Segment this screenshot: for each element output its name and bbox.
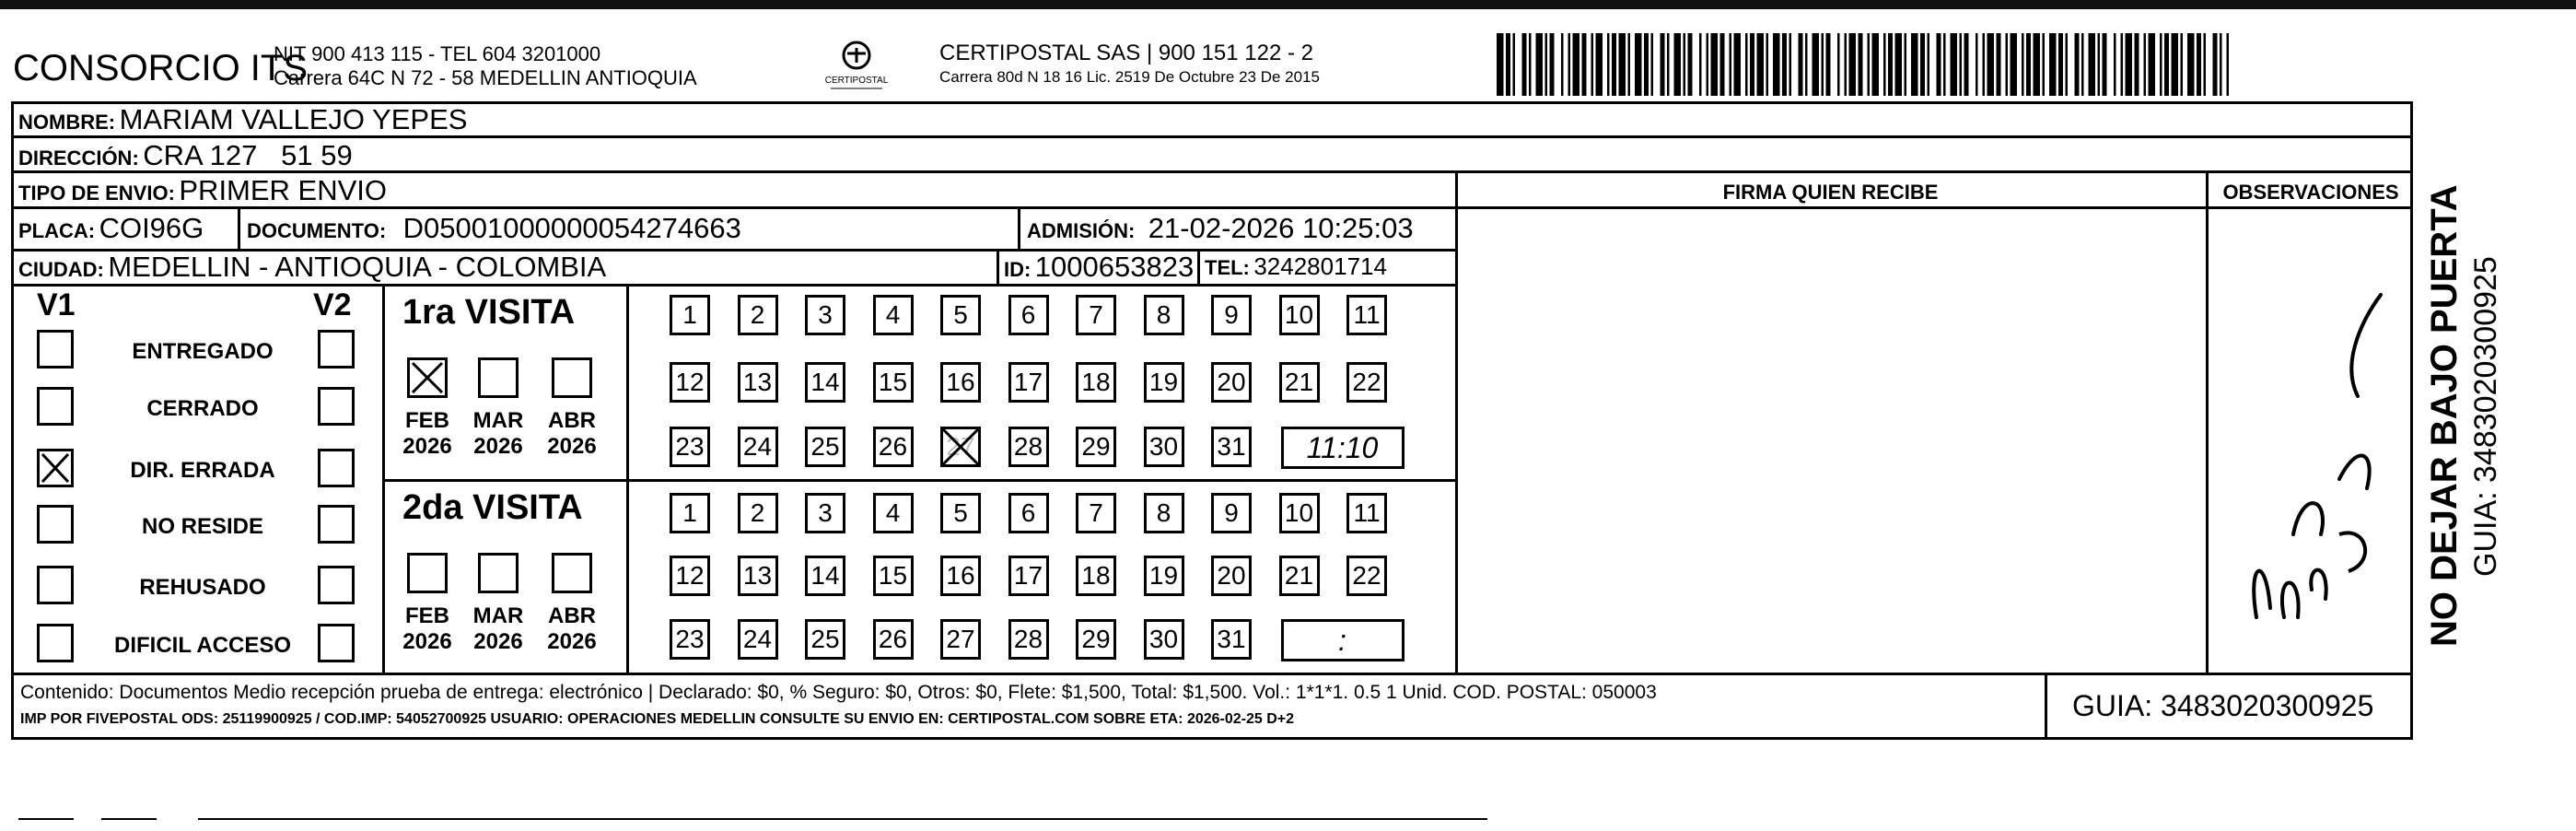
day-box[interactable]: 24 bbox=[738, 427, 778, 467]
day-box[interactable]: 19 bbox=[1144, 362, 1184, 403]
footer-guia: GUIA: 3483020300925 bbox=[2072, 689, 2374, 722]
tipo-row bbox=[18, 174, 387, 207]
day-box[interactable]: 17 bbox=[1008, 362, 1049, 403]
month-label bbox=[395, 603, 460, 655]
v1-checkbox[interactable] bbox=[37, 387, 74, 426]
documento-row bbox=[247, 212, 741, 245]
time-field[interactable]: 11:10 bbox=[1281, 427, 1405, 469]
day-box[interactable]: 28 bbox=[1008, 427, 1049, 467]
day-box[interactable]: 22 bbox=[1346, 362, 1387, 403]
barcode-bar bbox=[2066, 33, 2069, 96]
barcode-bar bbox=[2149, 33, 2156, 96]
barcode-bar bbox=[1805, 33, 1808, 96]
day-box[interactable]: 14 bbox=[805, 362, 845, 403]
first-visit-title: 1ra VISITA bbox=[402, 293, 576, 332]
id-row bbox=[1004, 251, 1194, 284]
v2-checkbox[interactable] bbox=[318, 624, 355, 662]
day-box[interactable]: 16 bbox=[940, 556, 981, 596]
placa-label: PLACA: bbox=[18, 219, 96, 242]
day-box[interactable]: 11 bbox=[1346, 295, 1387, 335]
carrier-name: CERTIPOSTAL SAS | 900 151 122 - 2 bbox=[939, 41, 1313, 65]
day-box[interactable]: 29 bbox=[1076, 619, 1116, 660]
barcode-bar bbox=[1596, 33, 1603, 96]
barcode-bar bbox=[1513, 33, 1516, 96]
barcode-bar bbox=[2006, 33, 2009, 96]
day-box[interactable]: 1 bbox=[670, 493, 710, 533]
row-line bbox=[11, 284, 1457, 287]
v2-checkbox[interactable] bbox=[318, 387, 355, 426]
company-name: CONSORCIO ITS bbox=[13, 48, 309, 88]
barcode-bar bbox=[2026, 33, 2031, 96]
day-box[interactable]: 24 bbox=[738, 619, 778, 660]
barcode-bar bbox=[1734, 33, 1742, 96]
row-line bbox=[11, 170, 2413, 173]
barcode-bar bbox=[1661, 33, 1665, 96]
col-line bbox=[1197, 249, 1200, 284]
footer-line bbox=[11, 673, 2413, 675]
nombre-row bbox=[18, 103, 467, 136]
barcode-bar bbox=[2034, 33, 2041, 96]
barcode-bar bbox=[1730, 33, 1732, 96]
day-box[interactable]: 8 bbox=[1144, 493, 1184, 533]
barcode-bar bbox=[1997, 33, 2001, 96]
month-name: ABR bbox=[548, 603, 596, 628]
v1-checkbox[interactable] bbox=[37, 449, 74, 487]
admision-row bbox=[1027, 212, 1414, 245]
barcode-bar bbox=[1883, 33, 1886, 96]
status-label: REHUSADO bbox=[139, 575, 266, 600]
barcode-bar bbox=[2011, 33, 2018, 96]
admision-value: 21-02-2026 10:25:03 bbox=[1148, 212, 1414, 244]
firma-label: FIRMA QUIEN RECIBE bbox=[1722, 181, 1939, 204]
barcode-bar bbox=[1536, 33, 1544, 96]
barcode-bar bbox=[1987, 33, 1995, 96]
barcode-bar bbox=[1667, 33, 1670, 96]
barcode-bar bbox=[1506, 33, 1510, 96]
day-box[interactable]: 15 bbox=[873, 556, 914, 596]
tipo-label: TIPO DE ENVIO: bbox=[18, 181, 175, 205]
day-box[interactable]: 12 bbox=[670, 362, 710, 403]
barcode-bar bbox=[2058, 33, 2063, 96]
barcode-bar bbox=[1928, 33, 1930, 96]
nombre-label: NOMBRE: bbox=[18, 111, 116, 134]
day-box[interactable]: 20 bbox=[1211, 556, 1252, 596]
status-label: DIFICIL ACCESO bbox=[113, 633, 291, 658]
barcode-bar bbox=[1607, 33, 1610, 96]
day-box[interactable]: 30 bbox=[1144, 427, 1184, 467]
day-box[interactable]: 13 bbox=[738, 362, 778, 403]
barcode-bar bbox=[1684, 33, 1686, 96]
barcode-bar bbox=[1782, 33, 1787, 96]
day-box[interactable]: 19 bbox=[1144, 556, 1184, 596]
barcode-bar bbox=[1868, 33, 1871, 96]
barcode-bar bbox=[1905, 33, 1907, 96]
carrier-address: Carrera 80d N 18 16 Lic. 2519 De Octubre 23 De 2015 bbox=[939, 68, 1320, 86]
day-box[interactable]: 23 bbox=[670, 619, 710, 660]
observation-note: lote 51 bbox=[2238, 276, 2242, 277]
day-box[interactable]: 18 bbox=[1076, 556, 1116, 596]
day-box[interactable]: 6 bbox=[1008, 295, 1049, 335]
barcode-bar bbox=[1789, 33, 1792, 96]
day-box[interactable]: 30 bbox=[1144, 619, 1184, 660]
barcode-bar bbox=[1591, 33, 1594, 96]
barcode-bar bbox=[1612, 33, 1616, 96]
day-box[interactable]: 8 bbox=[1144, 295, 1184, 335]
placa-value: COI96G bbox=[99, 212, 204, 244]
barcode-bar bbox=[1573, 33, 1580, 96]
barcode-bar bbox=[1960, 33, 1963, 96]
barcode-bar bbox=[1937, 33, 1941, 96]
tel-row bbox=[1205, 252, 1387, 281]
col-line bbox=[1018, 206, 1020, 249]
day-box[interactable]: 31 bbox=[1211, 619, 1252, 660]
barcode-bar bbox=[2043, 33, 2046, 96]
observation-handwriting bbox=[2229, 258, 2395, 626]
company-address: Carrera 64C N 72 - 58 MEDELLIN ANTIOQUIA bbox=[274, 66, 697, 89]
day-box[interactable]: 12 bbox=[670, 556, 710, 596]
barcode-bar bbox=[1720, 33, 1725, 96]
day-box[interactable]: 1 bbox=[670, 295, 710, 335]
barcode-bar bbox=[1943, 33, 1946, 96]
barcode-bar bbox=[2103, 33, 2107, 96]
v2-checkbox[interactable] bbox=[318, 505, 355, 544]
day-box[interactable]: 26 bbox=[873, 427, 914, 467]
footer-imp: IMP POR FIVEPOSTAL ODS: 25119900925 / COD.IMP: 54052700925 USUARIO: OPERACIONES MEDELLIN CONSULTE SU ENVIO EN: CERTIPOSTAL.COM SOBRE ETA: 2026-02-25 D+2 bbox=[20, 711, 1295, 727]
month-checkbox[interactable] bbox=[478, 553, 519, 593]
barcode-bar bbox=[1826, 33, 1831, 96]
footer-contenido: Contenido: Documentos Medio recepción prueba de entrega: electrónico | Declarado: $0, % Seguro: $0, Otros: $0, Flete: $1,500, Total: $1,500. Vol.: 1*1*1. 0.5 1 Unid. COD. POSTAL: 050003 bbox=[20, 682, 1657, 703]
barcode-bar bbox=[1711, 33, 1719, 96]
visit-divider bbox=[382, 479, 1455, 482]
month-label bbox=[540, 408, 604, 460]
barcode-bar bbox=[1837, 33, 1840, 96]
day-box[interactable]: 11 bbox=[1346, 493, 1387, 533]
barcode-bar bbox=[2204, 33, 2207, 96]
month-name: ABR bbox=[548, 408, 596, 433]
barcode-bar bbox=[2213, 33, 2218, 96]
tel-value: 3242801714 bbox=[1253, 252, 1387, 280]
day-box[interactable]: 31 bbox=[1211, 427, 1252, 467]
month-year: 2026 bbox=[402, 629, 452, 654]
barcode-bar bbox=[1550, 33, 1555, 96]
day-box[interactable]: 3 bbox=[805, 295, 845, 335]
direccion-row bbox=[18, 139, 353, 172]
second-visit-title: 2da VISITA bbox=[402, 488, 583, 527]
certipostal-logo bbox=[810, 37, 903, 94]
observaciones-label: OBSERVACIONES bbox=[2222, 181, 2399, 204]
barcode-bar bbox=[2126, 33, 2133, 96]
month-name: MAR bbox=[472, 408, 524, 433]
v1-checkbox[interactable] bbox=[37, 624, 74, 662]
barcode-bar bbox=[1920, 33, 1925, 96]
barcode-bar bbox=[1872, 33, 1880, 96]
v2-label: V2 bbox=[313, 287, 352, 322]
barcode-bar bbox=[1976, 33, 1978, 96]
col-line bbox=[997, 249, 999, 284]
ciudad-value: MEDELLIN - ANTIOQUIA - COLOMBIA bbox=[108, 251, 607, 283]
barcode-bar bbox=[1651, 33, 1654, 96]
logo-caption: CERTIPOSTAL bbox=[824, 76, 889, 86]
barcode-bar bbox=[2081, 33, 2084, 96]
col-line bbox=[382, 284, 385, 673]
barcode-bar bbox=[2220, 33, 2222, 96]
day-box[interactable]: 2 bbox=[738, 493, 778, 533]
documento-label: DOCUMENTO: bbox=[247, 219, 387, 242]
month-label bbox=[395, 408, 460, 460]
status-label: NO RESIDE bbox=[141, 514, 264, 539]
day-box[interactable]: 13 bbox=[738, 556, 778, 596]
day-box[interactable]: 9 bbox=[1211, 295, 1252, 335]
day-box[interactable]: 27 bbox=[940, 619, 981, 660]
barcode-bar bbox=[1951, 33, 1958, 96]
month-year: 2026 bbox=[547, 434, 597, 459]
company-nit: NIT 900 413 115 - TEL 604 3201000 bbox=[274, 42, 601, 65]
month-name: FEB bbox=[405, 603, 449, 628]
barcode-bar bbox=[2022, 33, 2024, 96]
v2-checkbox[interactable] bbox=[318, 449, 355, 487]
month-checkbox[interactable] bbox=[407, 553, 448, 593]
day-box[interactable]: 27 bbox=[940, 427, 981, 467]
barcode-bar bbox=[2098, 33, 2101, 96]
col-line bbox=[626, 284, 629, 673]
day-box[interactable]: 14 bbox=[805, 556, 845, 596]
day-box[interactable]: 7 bbox=[1076, 295, 1116, 335]
col-line bbox=[2045, 673, 2047, 740]
day-box[interactable]: 25 bbox=[805, 427, 845, 467]
day-box[interactable]: 17 bbox=[1008, 556, 1049, 596]
v2-checkbox[interactable] bbox=[318, 566, 355, 604]
v1-checkbox[interactable] bbox=[37, 505, 74, 544]
dash bbox=[18, 818, 74, 820]
admision-label: ADMISIÓN: bbox=[1027, 219, 1136, 242]
side-guia: GUIA: 3483020300925 bbox=[2468, 256, 2503, 577]
dash bbox=[101, 818, 157, 820]
day-box[interactable]: 21 bbox=[1279, 362, 1320, 403]
month-checkbox[interactable] bbox=[478, 357, 519, 398]
day-box[interactable]: 20 bbox=[1211, 362, 1252, 403]
day-box[interactable]: 26 bbox=[873, 619, 914, 660]
day-box[interactable]: 18 bbox=[1076, 362, 1116, 403]
barcode-bar bbox=[1568, 33, 1571, 96]
barcode-bar bbox=[1582, 33, 1587, 96]
status-label: CERRADO bbox=[146, 396, 259, 421]
day-box[interactable]: 16 bbox=[940, 362, 981, 403]
day-box[interactable]: 28 bbox=[1008, 619, 1049, 660]
barcode-bar bbox=[1497, 33, 1504, 96]
barcode-bar bbox=[1773, 33, 1780, 96]
month-checkbox[interactable] bbox=[552, 357, 592, 398]
day-box[interactable]: 21 bbox=[1279, 556, 1320, 596]
v1-checkbox[interactable] bbox=[37, 566, 74, 604]
month-year: 2026 bbox=[547, 629, 597, 654]
barcode-bar bbox=[1707, 33, 1709, 96]
month-name: FEB bbox=[405, 408, 449, 433]
day-box[interactable]: 5 bbox=[940, 493, 981, 533]
month-year: 2026 bbox=[473, 434, 523, 459]
day-box[interactable]: 2 bbox=[738, 295, 778, 335]
barcode-bar bbox=[1911, 33, 1918, 96]
col-line bbox=[1455, 170, 1458, 673]
barcode-bar bbox=[1635, 33, 1642, 96]
day-box[interactable]: 23 bbox=[670, 427, 710, 467]
time-field[interactable]: : bbox=[1281, 619, 1405, 661]
barcode-bar bbox=[1688, 33, 1693, 96]
barcode-bar bbox=[1522, 33, 1527, 96]
day-box[interactable]: 4 bbox=[873, 493, 914, 533]
ciudad-label: CIUDAD: bbox=[18, 258, 104, 281]
barcode-bar bbox=[1849, 33, 1857, 96]
barcode-bar bbox=[2197, 33, 2201, 96]
barcode-bar bbox=[2121, 33, 2124, 96]
barcode-bar bbox=[1766, 33, 1769, 96]
barcode-bar bbox=[1845, 33, 1847, 96]
barcode-bar bbox=[1644, 33, 1649, 96]
status-label: ENTREGADO bbox=[132, 339, 274, 364]
day-box[interactable]: 10 bbox=[1279, 493, 1320, 533]
v2-checkbox[interactable] bbox=[318, 330, 355, 369]
id-value: 1000653823 bbox=[1034, 251, 1195, 283]
barcode-bar bbox=[1964, 33, 1969, 96]
col-line bbox=[2206, 170, 2209, 673]
barcode-bar bbox=[1628, 33, 1631, 96]
barcode-bar bbox=[2144, 33, 2147, 96]
id-label: ID: bbox=[1004, 258, 1032, 281]
barcode-bar bbox=[1895, 33, 1903, 96]
barcode-bar bbox=[1674, 33, 1682, 96]
day-box[interactable]: 4 bbox=[873, 295, 914, 335]
direccion-value: CRA 127 51 59 bbox=[143, 139, 353, 171]
barcode-bar bbox=[2227, 33, 2230, 96]
barcode-bar bbox=[2164, 33, 2169, 96]
month-label bbox=[466, 603, 530, 655]
side-no-dejar: NO DEJAR BAJO PUERTA bbox=[2424, 184, 2465, 647]
barcode-bar bbox=[1529, 33, 1532, 96]
barcode-bar bbox=[2089, 33, 2096, 96]
tipo-value: PRIMER ENVIO bbox=[179, 174, 388, 206]
day-box[interactable]: 29 bbox=[1076, 427, 1116, 467]
barcode-bar bbox=[1745, 33, 1748, 96]
barcode-bar bbox=[2075, 33, 2080, 96]
barcode-bar bbox=[1859, 33, 1863, 96]
month-name: MAR bbox=[472, 603, 524, 628]
cut-line bbox=[198, 818, 1487, 820]
month-label bbox=[466, 408, 530, 460]
top-border bbox=[0, 0, 2576, 9]
month-label bbox=[540, 603, 604, 655]
barcode-bar bbox=[1813, 33, 1820, 96]
barcode-bar bbox=[2114, 33, 2116, 96]
v1-checkbox[interactable] bbox=[37, 330, 74, 369]
month-checkbox[interactable] bbox=[407, 357, 448, 398]
barcode-bar bbox=[1619, 33, 1626, 96]
nombre-value: MARIAM VALLEJO YEPES bbox=[119, 103, 468, 135]
day-box[interactable]: 5 bbox=[940, 295, 981, 335]
barcode-bar bbox=[1545, 33, 1548, 96]
barcode-bar bbox=[1757, 33, 1765, 96]
barcode-bar bbox=[1983, 33, 1986, 96]
barcode-bar bbox=[2181, 33, 2184, 96]
day-box[interactable]: 9 bbox=[1211, 493, 1252, 533]
barcode-bar bbox=[1750, 33, 1754, 96]
barcode-bar bbox=[2160, 33, 2162, 96]
day-box[interactable]: 6 bbox=[1008, 493, 1049, 533]
barcode-bar bbox=[1888, 33, 1893, 96]
barcode-bar bbox=[2187, 33, 2195, 96]
direccion-label: DIRECCIÓN: bbox=[18, 146, 139, 170]
status-label: DIR. ERRADA bbox=[130, 458, 275, 483]
barcode-bar bbox=[2049, 33, 2057, 96]
month-year: 2026 bbox=[402, 434, 452, 459]
barcode-bar bbox=[2172, 33, 2179, 96]
month-checkbox[interactable] bbox=[552, 553, 592, 593]
day-box[interactable]: 15 bbox=[873, 362, 914, 403]
barcode-bar bbox=[1699, 33, 1702, 96]
placa-row bbox=[18, 212, 204, 245]
tel-label: TEL: bbox=[1205, 256, 1250, 279]
barcode-bar bbox=[1799, 33, 1803, 96]
day-box[interactable]: 3 bbox=[805, 493, 845, 533]
barcode-bar bbox=[1822, 33, 1824, 96]
day-box[interactable]: 22 bbox=[1346, 556, 1387, 596]
day-box[interactable]: 7 bbox=[1076, 493, 1116, 533]
documento-value: D05001000000054274663 bbox=[402, 212, 741, 244]
barcode-bar bbox=[1561, 33, 1564, 96]
ciudad-row bbox=[18, 251, 606, 284]
day-box[interactable]: 10 bbox=[1279, 295, 1320, 335]
day-box[interactable]: 25 bbox=[805, 619, 845, 660]
month-year: 2026 bbox=[473, 629, 523, 654]
barcode bbox=[1497, 33, 2229, 96]
v1-label: V1 bbox=[37, 287, 76, 322]
col-line bbox=[238, 206, 240, 249]
barcode-bar bbox=[2135, 33, 2139, 96]
